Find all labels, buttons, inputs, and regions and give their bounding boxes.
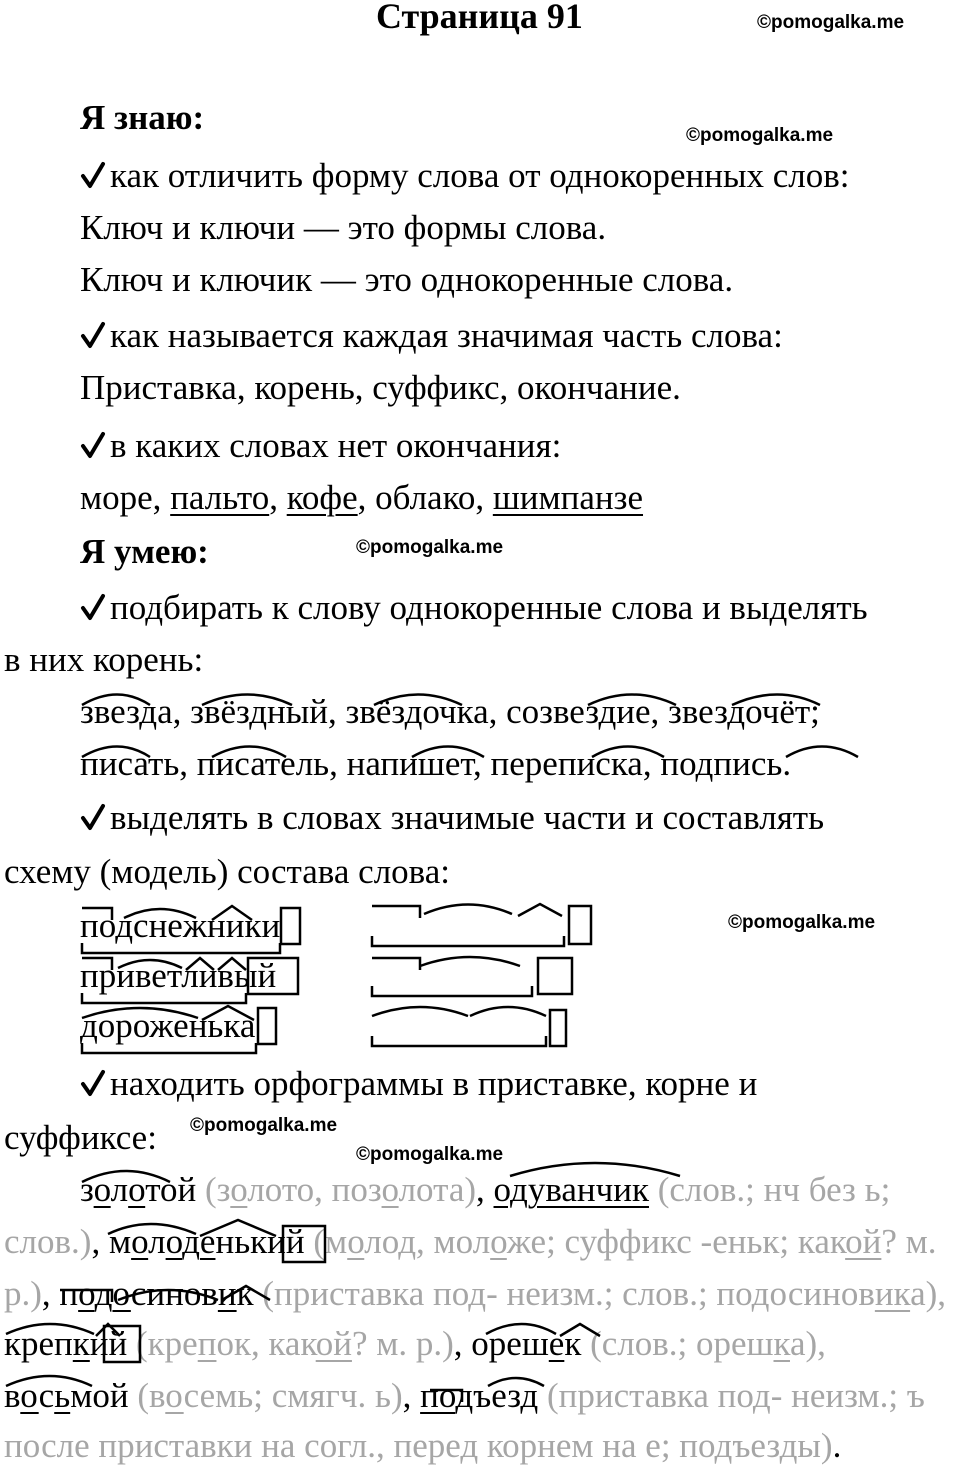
orthogram-line-3: р.), подосиновик (приставка под- неизм.; слов.; подосиновика), [4, 1274, 947, 1313]
can-item-1-cont: в них корень: [4, 640, 204, 679]
watermark: ©pomogalka.me [686, 125, 834, 146]
know-line-3: Приставка, корень, суффикс, окончание. [80, 368, 681, 407]
ending-box [258, 1008, 276, 1044]
ending-box [104, 1326, 140, 1362]
can-item-1: подбирать к слову однокоренные слова и выделять [80, 588, 868, 628]
root-arc [82, 695, 150, 706]
prefix-corner [60, 1290, 112, 1302]
suffix-hat [560, 1324, 600, 1336]
prefix-corner [82, 908, 112, 920]
suffix-hat [222, 1286, 270, 1300]
root-arc [488, 1378, 544, 1386]
scheme-ending [569, 906, 591, 944]
can-item-3-cont: суффиксе: [4, 1118, 157, 1157]
root-arc [374, 695, 462, 706]
root-words-line-1: звезда, звёздный, звёздочка, созвездие, звездочёт; [80, 692, 820, 731]
no-ending-words: море, пальто, кофе, облако, шимпанзе [80, 478, 644, 517]
root-arc [118, 960, 182, 968]
scheme-stem [372, 1036, 546, 1046]
root-arc [732, 695, 820, 706]
root-arc [6, 1376, 92, 1386]
ending-box [248, 958, 298, 994]
scheme-stem [372, 986, 532, 996]
scheme-root [420, 957, 520, 966]
suffix-hat [212, 906, 252, 920]
suffix-hat [202, 1006, 254, 1020]
root-arc [82, 747, 150, 758]
parsed-word-3: дороженька [80, 1006, 256, 1045]
watermark: ©pomogalka.me [757, 12, 905, 33]
root-arc [486, 1324, 556, 1334]
scheme-prefix [372, 958, 420, 970]
scheme-root [372, 1007, 468, 1016]
know-heading: Я знаю: [80, 98, 205, 137]
root-arc [82, 1171, 170, 1182]
orthogram-line-1: золотой (золото, позолота), одуванчик (слов.; нч без ь; [80, 1170, 891, 1209]
scheme-suffix [518, 904, 562, 916]
know-item-2: как называется каждая значимая часть слова: [80, 316, 783, 356]
root-arc [6, 1324, 94, 1334]
scheme-prefix [372, 906, 420, 918]
root-arc [592, 747, 664, 758]
know-line-1: Ключ и ключи — это формы слова. [80, 208, 607, 247]
ending-box [283, 1226, 325, 1262]
orthogram-line-4: крепкий (крепок, какой? м. р.), орешек (слов.; орешка), [4, 1324, 826, 1363]
scheme-ending [538, 958, 572, 994]
suffix-hat [186, 958, 214, 970]
root-arc [510, 1163, 680, 1176]
know-line-2: Ключ и ключик — это однокоренные слова. [80, 260, 734, 299]
orthogram-line-6: после приставки на согл., перед корнем на е; подъезды). [4, 1426, 842, 1465]
watermark: ©pomogalka.me [356, 537, 504, 558]
root-arc [108, 1224, 196, 1234]
root-arc [202, 695, 292, 706]
watermark: ©pomogalka.me [190, 1115, 338, 1136]
root-arc [588, 695, 676, 706]
scheme-ending [550, 1010, 566, 1046]
root-arc [82, 1008, 198, 1018]
prefix-corner [82, 958, 112, 970]
page-title: Страница 91 [376, 0, 583, 36]
root-arc [786, 747, 858, 758]
can-item-3: находить орфограммы в приставке, корне и [80, 1064, 757, 1104]
know-item-3: в каких словах нет окончания: [80, 426, 561, 466]
orthogram-line-5: восьмой (восемь; смягч. ь), подъезд (приставка под- неизм.; ъ [4, 1376, 925, 1415]
root-arc [124, 909, 196, 918]
suffix-hat [218, 958, 246, 970]
orthogram-line-2: слов.), молоденький (молод, моложе; суффикс -еньк; какой? м. [4, 1222, 937, 1261]
scheme-suffix [470, 1007, 546, 1016]
scheme-stem [372, 936, 564, 946]
know-item-1: как отличить форму слова от однокоренных слов: [80, 156, 850, 196]
root-arc [212, 747, 286, 758]
can-item-2: выделять в словах значимые части и составлять [80, 798, 824, 838]
root-words-line-2: писать, писатель, напишет, переписка, подпись. [80, 744, 792, 783]
stem-bracket [82, 1043, 256, 1053]
suffix-hat [200, 1220, 276, 1236]
prefix-corner [430, 1390, 462, 1402]
stem-bracket [82, 993, 246, 1003]
can-item-2-cont: схему (модель) состава слова: [4, 852, 450, 891]
root-arc [412, 747, 484, 758]
stem-bracket [82, 943, 280, 953]
can-heading: Я умею: [80, 532, 209, 571]
ending-box [281, 908, 300, 944]
root-arc [118, 1290, 218, 1300]
parsed-word-1: подснежники [80, 906, 281, 945]
parsed-word-2: приветливый [80, 956, 277, 995]
watermark: ©pomogalka.me [356, 1144, 504, 1165]
watermark: ©pomogalka.me [728, 912, 876, 933]
scheme-root [424, 905, 512, 915]
